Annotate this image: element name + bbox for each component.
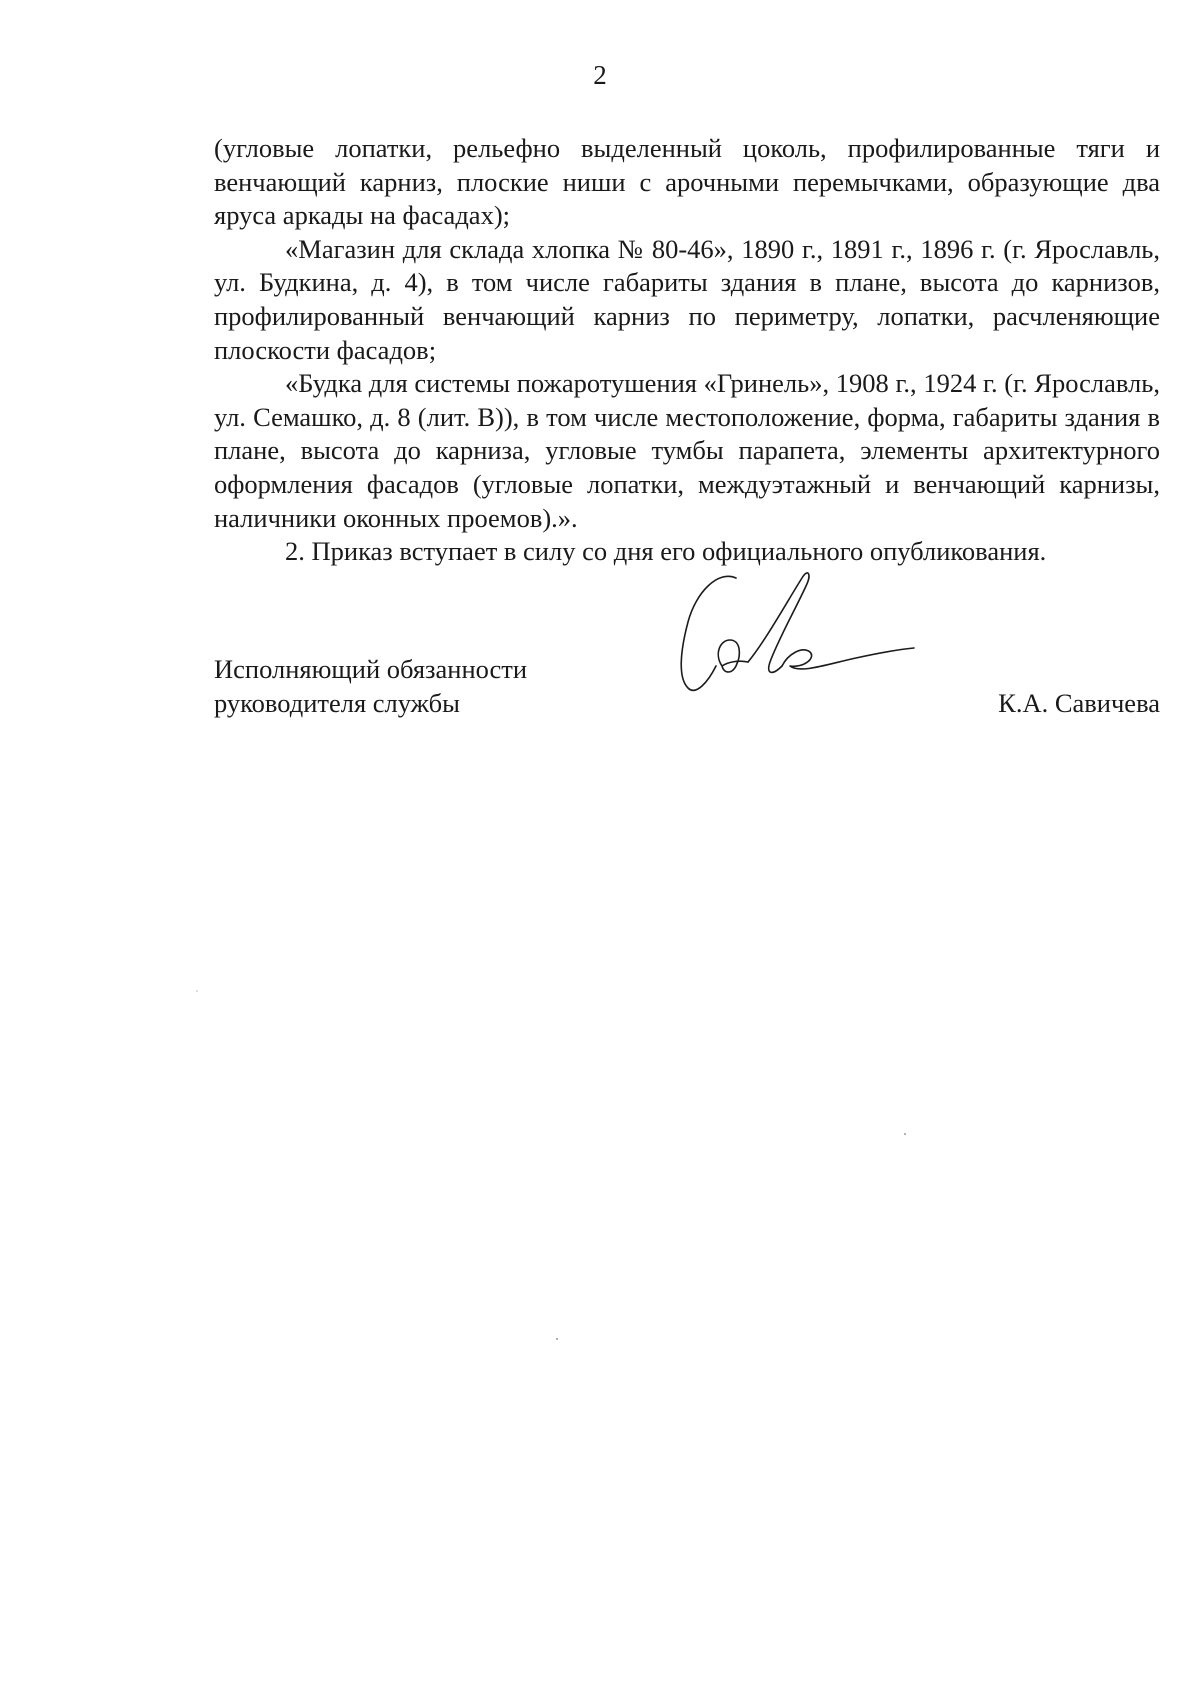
signatory-position-line-2: руководителя службы [214,687,460,718]
paragraph-4: 2. Приказ вступает в силу со дня его официального опубликования. [285,536,1047,567]
scan-speck [556,1338,558,1340]
signature-stroke-e [782,648,914,669]
signature-stroke-l [748,573,809,672]
paragraph-1: (угловые лопатки, рельефно выделенный цоколь, профилированные тяги и венчающий карниз, плоские ниши с арочными перемычками, образующие два яруса аркады на фасадах); [214,133,1160,231]
signature-stroke-c [681,576,736,690]
signatory-position [214,653,527,720]
paragraph-2: «Магазин для склада хлопка № 80-46», 1890 г., 1891 г., 1896 г. (г. Ярославль, ул. Будкина, д. 4), в том числе габариты здания в плане, высота до карнизов, профилированный венчающий карниз по периметру, лопатки, расчленяющие плоскости фасадов; [214,233,1160,365]
scan-speck [196,990,198,992]
handwritten-signature [678,570,918,710]
document-body [214,132,1160,569]
signature-stroke-o [718,640,748,672]
scan-speck [904,1133,906,1135]
page-number: 2 [593,60,607,90]
signatory-position-line-1: Исполняющий обязанности [214,654,528,684]
signatory-name: К.А. Савичева [998,687,1160,718]
paragraph-3: «Будка для системы пожаротушения «Гринель», 1908 г., 1924 г. (г. Ярославль, ул. Семашко, д. 8 (лит. В)), в том числе местоположение, форма, габариты здания в плане, высота до карниза, угловые тумбы парапета, элементы архитектурного оформления фасадов (угловые лопатки, междуэтажный и венчающий карнизы, наличники оконных проемов).». [214,368,1160,533]
